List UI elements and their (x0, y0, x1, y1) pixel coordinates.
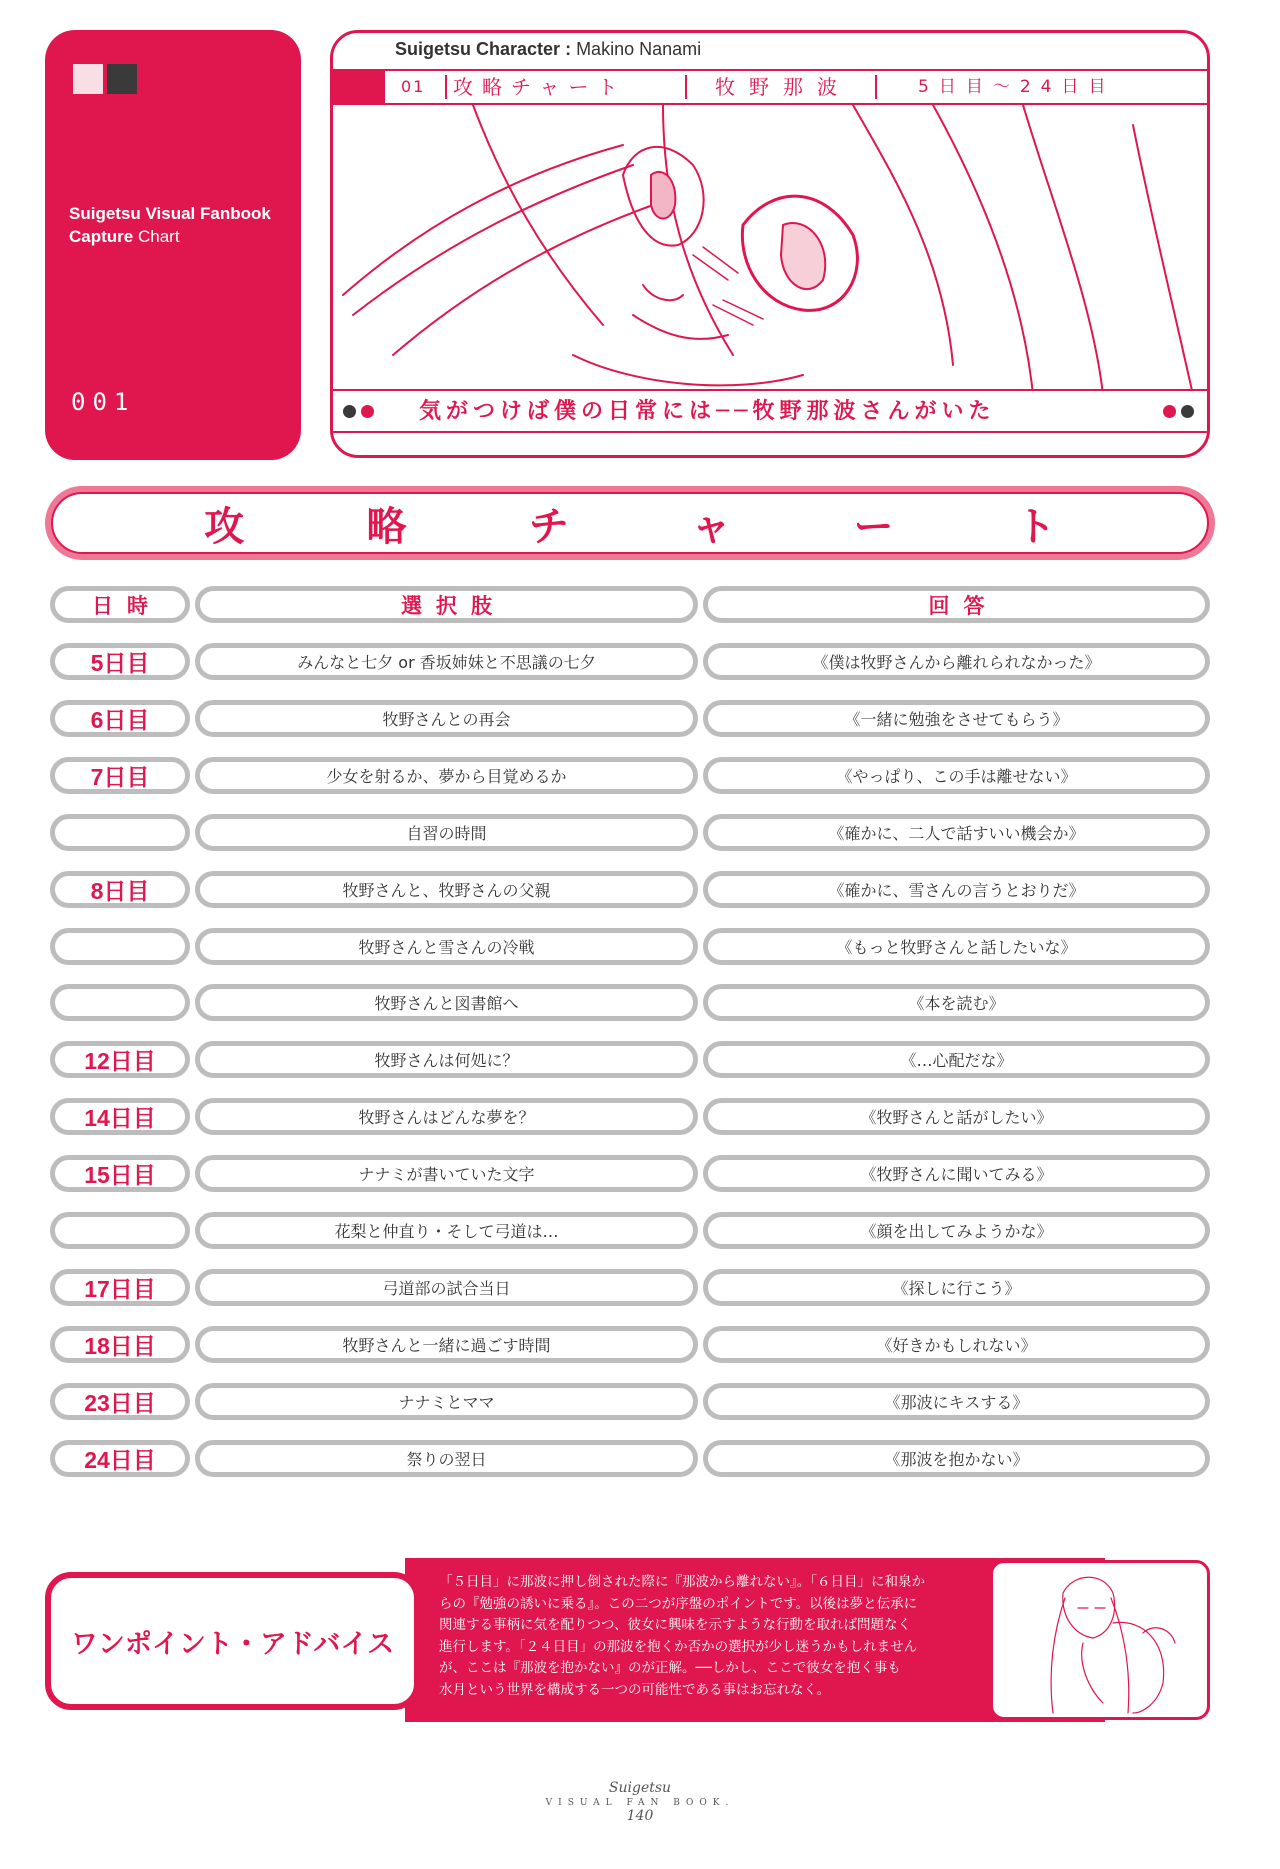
fanbook-title-line-1: Suigetsu Visual Fanbook (69, 204, 271, 223)
row-date (50, 814, 190, 851)
capture-word: Capture (69, 227, 134, 246)
row-date (50, 928, 190, 965)
row-choice: 花梨と仲直り・そして弓道は… (195, 1212, 698, 1249)
dark-square-icon (107, 64, 137, 94)
row-choice: 牧野さんと図書館へ (195, 984, 698, 1021)
row-answer: 《確かに、二人で話すいい機会か》 (703, 814, 1210, 851)
advice-line: らの『勉強の誘いに乗る』。この二つが序盤のポイントです。以後は夢と伝承に (439, 1595, 918, 1612)
row-choice: 牧野さんと雪さんの冷戦 (195, 928, 698, 965)
advice-label: ワンポイント・アドバイス (70, 1628, 395, 1660)
row-answer: 《本を読む》 (703, 984, 1210, 1021)
fanbook-title-line-2 (69, 225, 271, 248)
row-date: 5日目 (50, 643, 190, 680)
heading-char: ー (853, 503, 894, 550)
row-date: 23日目 (50, 1383, 190, 1420)
catchphrase: 気がつけば僕の日常には──牧野那波さんがいた (419, 398, 996, 424)
row-date: 24日目 (50, 1440, 190, 1477)
footer-logo: Suigetsu (608, 1780, 672, 1796)
row-date: 17日目 (50, 1269, 190, 1306)
row-choice: 弓道部の試合当日 (195, 1269, 698, 1306)
advice-line: 水月という世界を構成する一つの可能性である事はお忘れなく。 (439, 1681, 831, 1698)
advice-line: が、ここは『那波を抱かない』のが正解。──しかし、ここで彼女を抱く事も (439, 1660, 901, 1676)
row-choice: 牧野さんはどんな夢を？ (195, 1098, 698, 1135)
heading-char: ト (1015, 503, 1056, 550)
character-header (330, 30, 1210, 458)
row-choice: 自習の時間 (195, 814, 698, 851)
row-date (50, 1212, 190, 1249)
row-answer: 《確かに、雪さんの言うとおりだ》 (703, 871, 1210, 908)
character-line: Suigetsu Character : Makino Nanami (395, 39, 702, 59)
row-choice: 祭りの翌日 (195, 1440, 698, 1477)
row-answer: 《顔を出してみようかな》 (703, 1212, 1210, 1249)
row-choice: 牧野さんと、牧野さんの父親 (195, 871, 698, 908)
page-number: 140 (626, 1808, 654, 1824)
title-bar-block (333, 71, 385, 103)
chapter-number: 001 (71, 388, 136, 416)
title-index: 01 (401, 77, 426, 96)
row-choice: 少女を射るか、夢から目覚めるか (195, 757, 698, 794)
chart-word: Chart (137, 227, 180, 246)
row-choice: 牧野さんとの再会 (195, 700, 698, 737)
title-section: 攻略チャート (453, 75, 627, 99)
title-divider (875, 75, 877, 99)
row-answer: 《好きかもしれない》 (703, 1326, 1210, 1363)
advice-line: 「５日目」に那波に押し倒された際に『那波から離れない』。「６日目」に和泉か (439, 1574, 925, 1590)
bullet-dark-icon (343, 405, 356, 418)
advice-line: 進行します。「２４日目」の那波を抱くか否かの選択が少し迷うかもしれません (439, 1638, 918, 1655)
row-choice: ナナミとママ (195, 1383, 698, 1420)
heading-char: チ (528, 503, 569, 550)
one-point-advice (45, 1558, 1210, 1722)
row-answer: 《那波にキスする》 (703, 1383, 1210, 1420)
advice-illustration (990, 1560, 1210, 1720)
catchphrase-bar (333, 389, 1207, 433)
title-divider (685, 75, 687, 99)
column-header-choice: 選択肢 (195, 586, 698, 623)
row-date: 15日目 (50, 1155, 190, 1192)
row-answer: 《やっぱり、この手は離せない》 (703, 757, 1210, 794)
row-date: 6日目 (50, 700, 190, 737)
column-header-date: 日時 (50, 586, 190, 623)
heading-char: 略 (366, 503, 407, 550)
column-header-answer: 回答 (703, 586, 1210, 623)
row-answer: 《もっと牧野さんと話したいな》 (703, 928, 1210, 965)
capture-chart-heading (45, 486, 1215, 560)
row-answer: 《…心配だな》 (703, 1041, 1210, 1078)
title-character: 牧野那波 (715, 75, 851, 99)
capture-chart-heading-inner (51, 492, 1209, 554)
heading-char: ャ (691, 503, 732, 550)
character-illustration (333, 105, 1207, 395)
title-divider (445, 75, 447, 99)
row-date: 14日目 (50, 1098, 190, 1135)
advice-line: 関連する事柄に気を配りつつ、彼女に興味を示すような行動を取れば問題なく (439, 1617, 911, 1633)
page-footer (0, 1780, 1280, 1824)
fanbook-title (69, 202, 271, 248)
advice-sketch (993, 1563, 1207, 1717)
heading-char: 攻 (204, 503, 245, 550)
light-square-icon (73, 64, 103, 94)
row-answer: 《牧野さんと話がしたい》 (703, 1098, 1210, 1135)
row-answer: 《僕は牧野さんから離れられなかった》 (703, 643, 1210, 680)
bullet-red-icon (361, 405, 374, 418)
character-name: Makino Nanami (576, 39, 702, 59)
row-answer: 《那波を抱かない》 (703, 1440, 1210, 1477)
row-choice: 牧野さんと一緒に過ごす時間 (195, 1326, 698, 1363)
row-choice: ナナミが書いていた文字 (195, 1155, 698, 1192)
advice-label-box (45, 1572, 420, 1710)
row-answer: 《一緒に勉強をさせてもらう》 (703, 700, 1210, 737)
row-date: 8日目 (50, 871, 190, 908)
series-label: Suigetsu Character (395, 39, 561, 59)
bullet-dark-icon (1181, 405, 1194, 418)
row-answer: 《牧野さんに聞いてみる》 (703, 1155, 1210, 1192)
bullet-red-icon (1163, 405, 1176, 418)
title-range: 5日目～24日目 (918, 77, 1116, 97)
footer-subtitle: VISUAL FAN BOOK. (545, 1798, 735, 1808)
row-choice: みんなと七夕 or 香坂姉妹と不思議の七夕 (195, 643, 698, 680)
row-choice: 牧野さんは何処に？ (195, 1041, 698, 1078)
row-date: 12日目 (50, 1041, 190, 1078)
row-date: 7日目 (50, 757, 190, 794)
row-answer: 《探しに行こう》 (703, 1269, 1210, 1306)
title-bar (333, 69, 1207, 105)
volume-card (45, 30, 301, 460)
row-date: 18日目 (50, 1326, 190, 1363)
row-date (50, 984, 190, 1021)
